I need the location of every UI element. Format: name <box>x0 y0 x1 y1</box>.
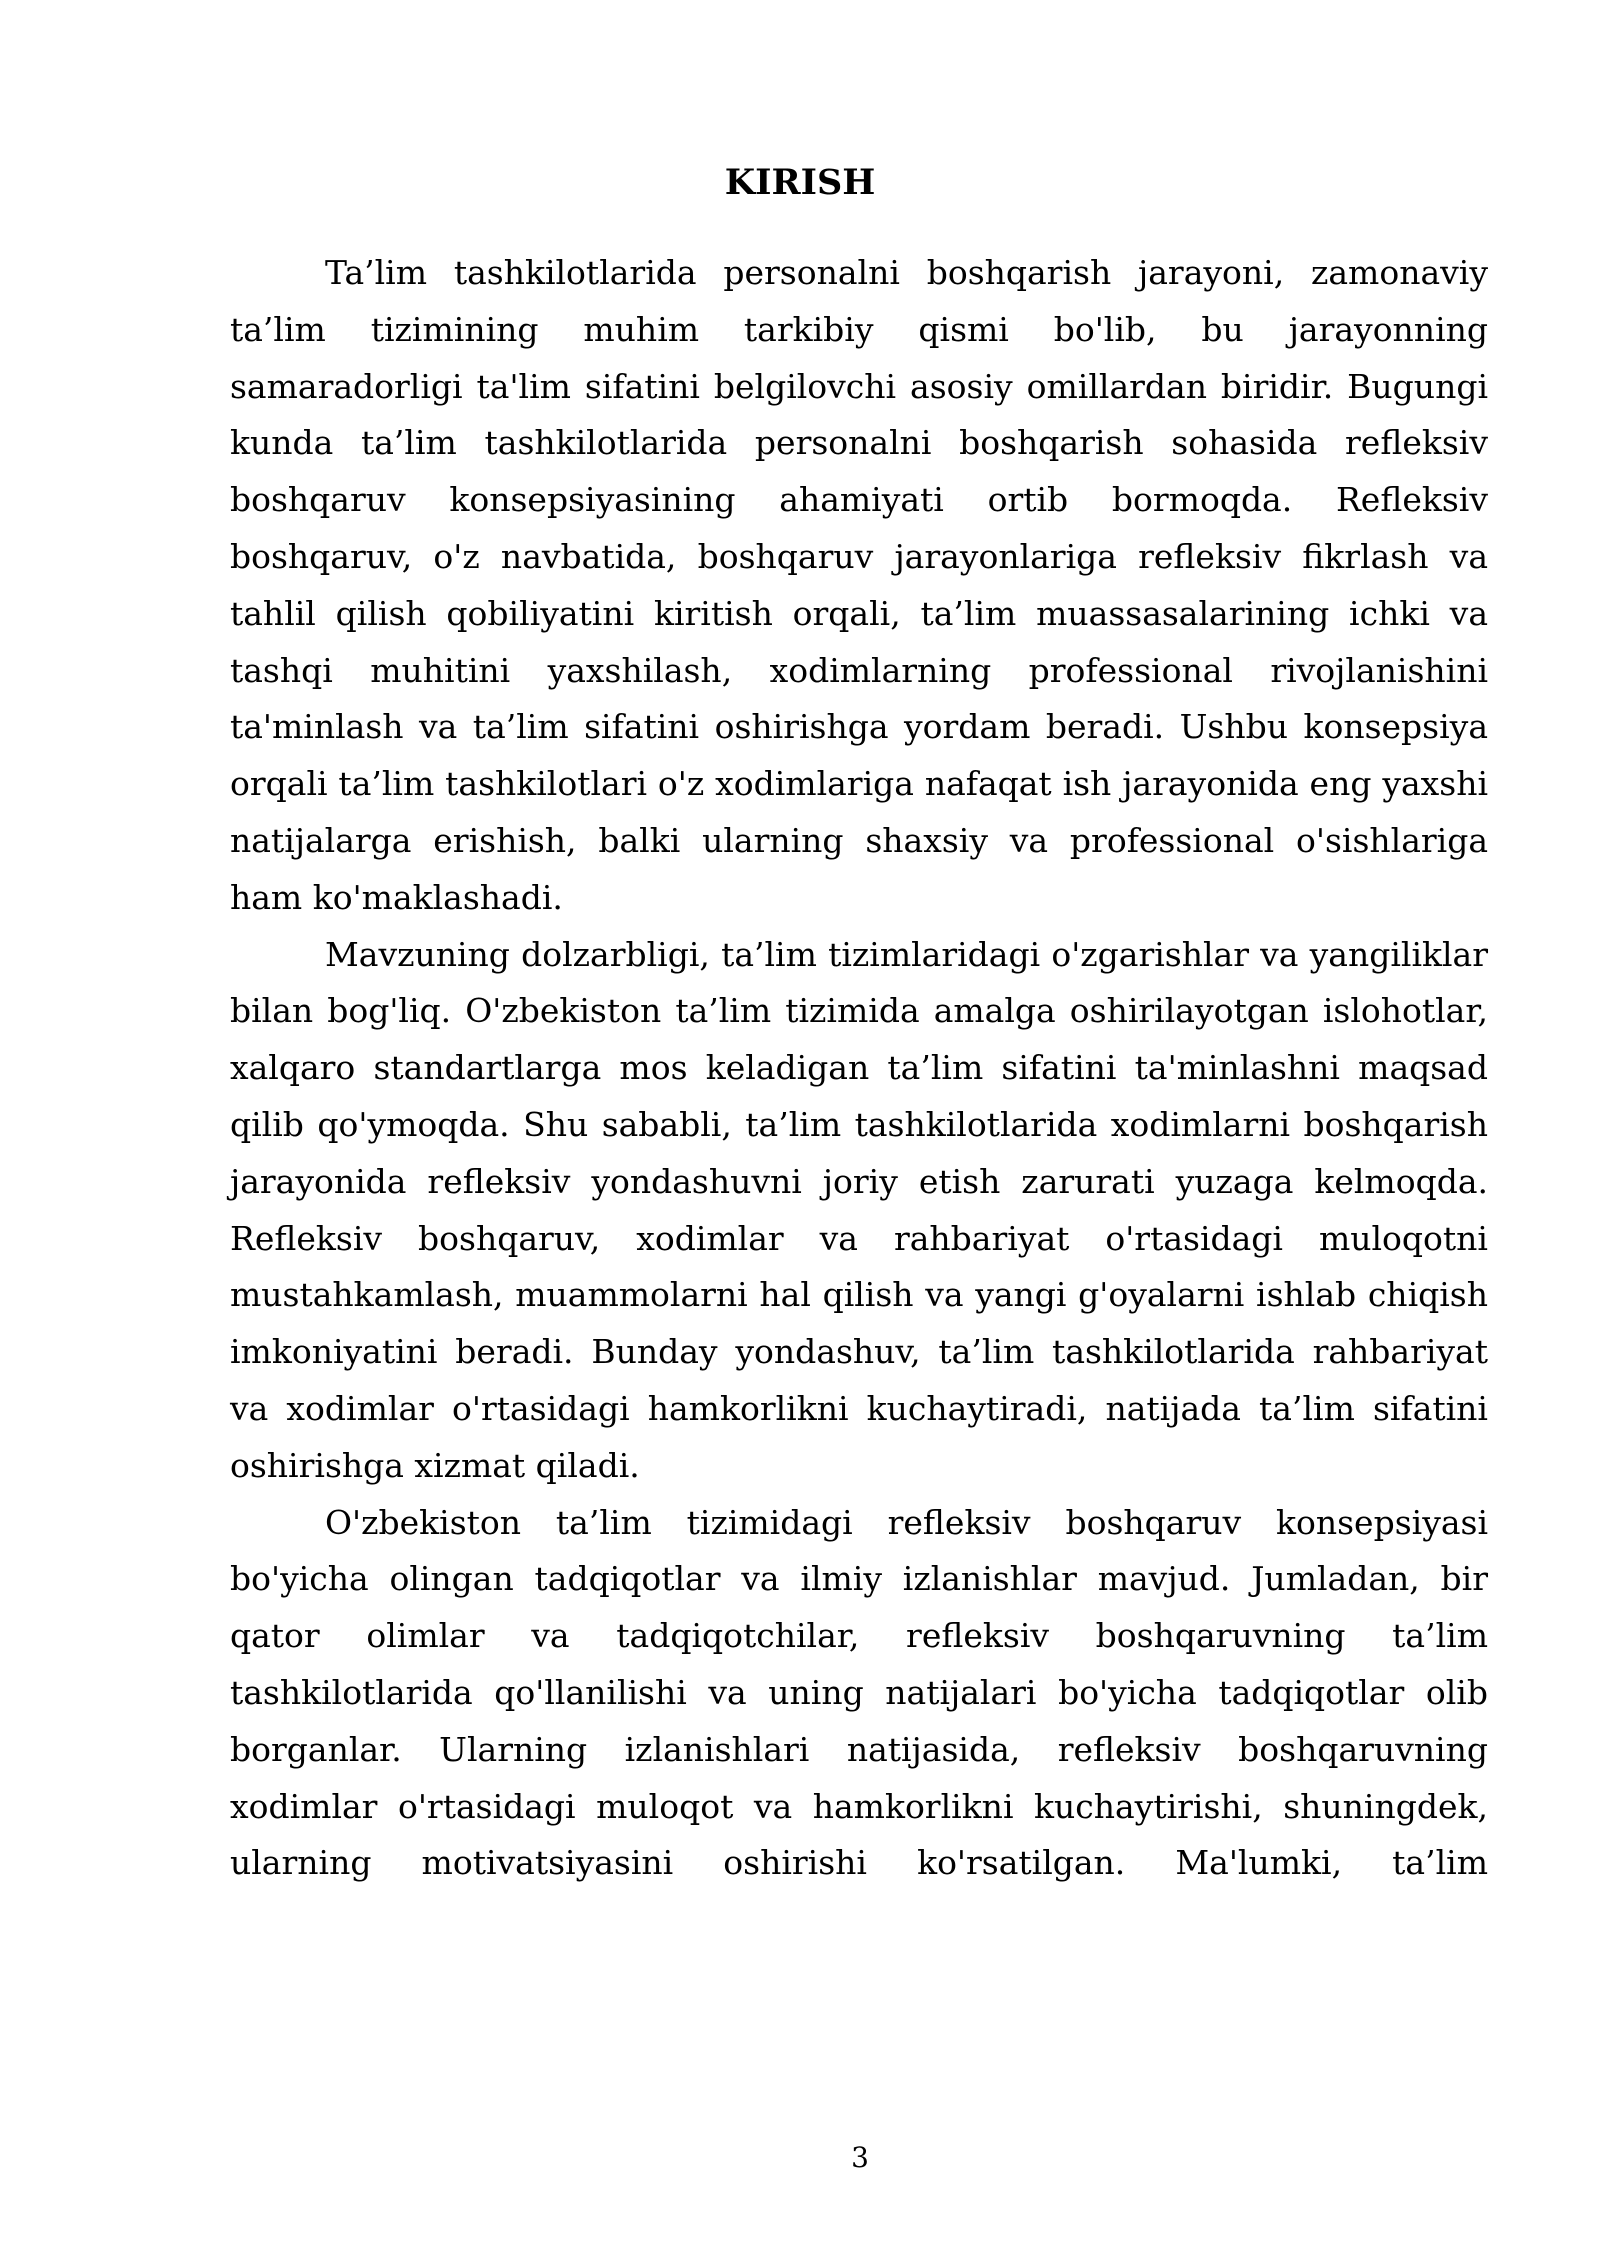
body-text <box>230 245 1488 1892</box>
page-title: KIRISH <box>724 162 876 203</box>
page-number: 3 <box>851 2141 869 2174</box>
paragraph-2: Mavzuning dolzarbligi, ta’lim tizimlaridagi o'zgarishlar va yangiliklar bilan bog'liq. O'zbekiston ta’lim tizimida amalga oshirilayotgan islohotlar, xalqaro standartlarga mos keladigan ta’lim sifatini ta'minlashni maqsad qilib qo'ymoqda. Shu sababli, ta’lim tashkilotlarida xodimlarni boshqarish jarayonida refleksiv yondashuvni joriy etish zarurati yuzaga kelmoqda. Refleksiv boshqaruv, xodimlar va rahbariyat o'rtasidagi muloqotni mustahkamlash, muammolarni hal qilish va yangi g'oyalarni ishlab chiqish imkoniyatini beradi. Bunday yondashuv, ta’lim tashkilotlarida rahbariyat va xodimlar o'rtasidagi hamkorlikni kuchaytiradi, natijada ta’lim sifatini oshirishga xizmat qiladi. <box>230 934 1488 1485</box>
paragraph-1: Ta’lim tashkilotlarida personalni boshqarish jarayoni, zamonaviy ta’lim tizimining muhim tarkibiy qismi bo'lib, bu jarayonning samaradorligi ta'lim sifatini belgilovchi asosiy omillardan biridir. Bugungi kunda ta’lim tashkilotlarida personalni boshqarish sohasida refleksiv boshqaruv konsepsiyasining ahamiyati ortib bormoqda. Refleksiv boshqaruv, o'z navbatida, boshqaruv jarayonlariga refleksiv fikrlash va tahlil qilish qobiliyatini kiritish orqali, ta’lim muassasalarining ichki va tashqi muhitini yaxshilash, xodimlarning professional rivojlanishini ta'minlash va ta’lim sifatini oshirishga yordam beradi. Ushbu konsepsiya orqali ta’lim tashkilotlari o'z xodimlariga nafaqat ish jarayonida eng yaxshi natijalarga erishish, balki ularning shaxsiy va professional o'sishlariga ham ko'maklashadi. <box>230 253 1488 917</box>
paragraph-3: O'zbekiston ta’lim tizimidagi refleksiv boshqaruv konsepsiyasi bo'yicha olingan tadqiqotlar va ilmiy izlanishlar mavjud. Jumladan, bir qator olimlar va tadqiqotchilar, refleksiv boshqaruvning ta’lim tashkilotlarida qo'llanilishi va uning natijalari bo'yicha tadqiqotlar olib borganlar. Ularning izlanishlari natijasida, refleksiv boshqaruvning xodimlar o'rtasidagi muloqot va hamkorlikni kuchaytirishi, shuningdek, ularning motivatsiyasini oshirishi ko'rsatilgan. Ma'lumki, ta’lim <box>230 1502 1488 1883</box>
